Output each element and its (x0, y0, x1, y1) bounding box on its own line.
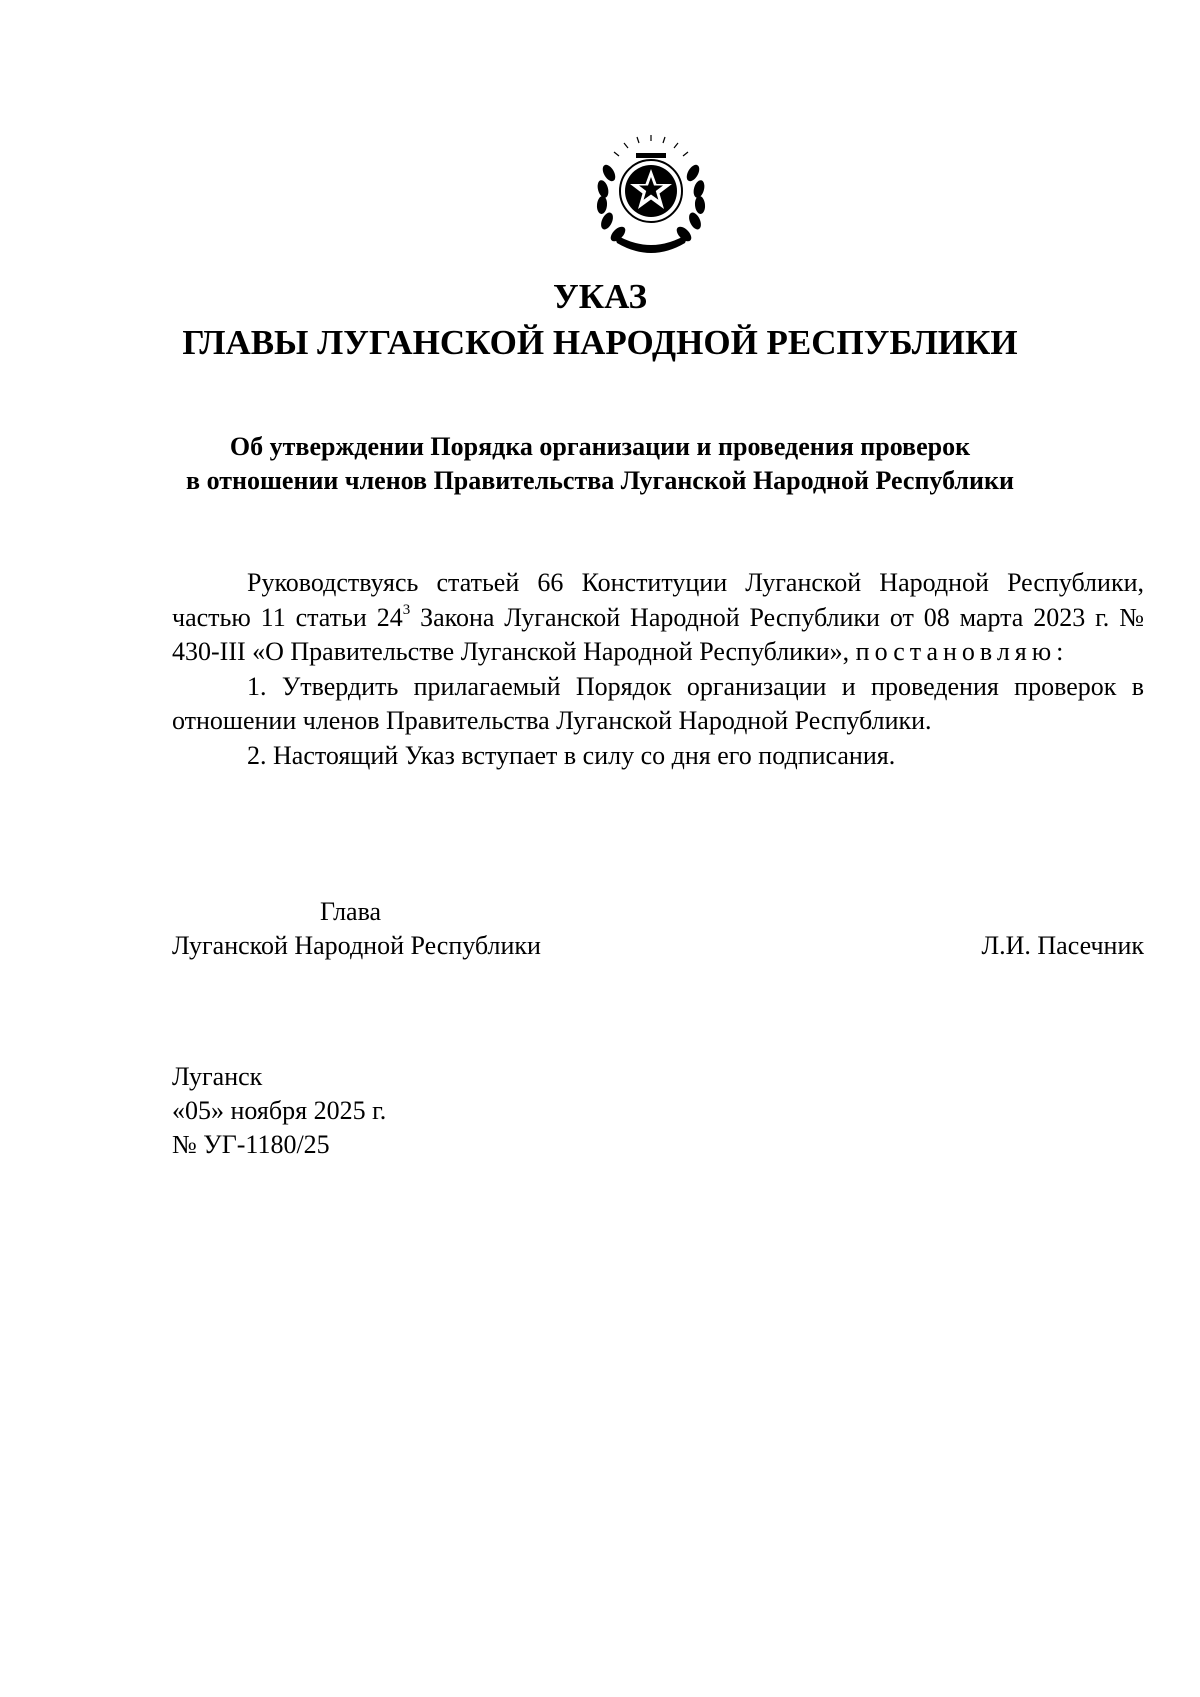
document-title: УКАЗ (553, 277, 647, 316)
preamble-paragraph (172, 566, 1144, 670)
decree-word: постановляю: (855, 637, 1069, 666)
issue-place: Луганск (172, 1062, 263, 1091)
document-body (172, 566, 1144, 773)
signer-position-line-2: Луганской Народной Республики (172, 931, 541, 960)
document-footer (172, 1060, 386, 1162)
document-subtitle: ГЛАВЫ ЛУГАНСКОЙ НАРОДНОЙ РЕСПУБЛИКИ (182, 323, 1018, 362)
coat-of-arms-icon (589, 133, 713, 257)
document-subject (120, 430, 1080, 498)
preamble-text-1: Руководствуясь статьей 66 Конституции Луганской Народной Республики, частью 11 статьи 24 (172, 568, 1144, 632)
issue-date: «05» ноября 2025 г. (172, 1096, 387, 1125)
signer-name: Л.И. Пасечник (981, 931, 1144, 960)
preamble-superscript: 3 (402, 601, 411, 618)
subject-line-2: в отношении членов Правительства Луганской Народной Республики (186, 466, 1014, 495)
decree-item-1: 1. Утвердить прилагаемый Порядок организации и проведения проверок в отношении членов Правительства Луганской Народной Республики. (172, 671, 1144, 735)
signature-block (172, 895, 1144, 963)
signer-position-line-1: Глава (320, 897, 382, 926)
preamble-text-2: Закона Луганской Народной Республики от 08 марта 2023 г. № 430-III «О Правительстве Луганской Народной Республики», (172, 602, 1144, 666)
decree-item-2: 2. Настоящий Указ вступает в силу со дня его подписания. (247, 740, 896, 770)
document-number: № УГ-1180/25 (172, 1130, 330, 1159)
subject-line-1: Об утверждении Порядка организации и проведения проверок (229, 432, 971, 461)
signature-row (172, 929, 1144, 963)
